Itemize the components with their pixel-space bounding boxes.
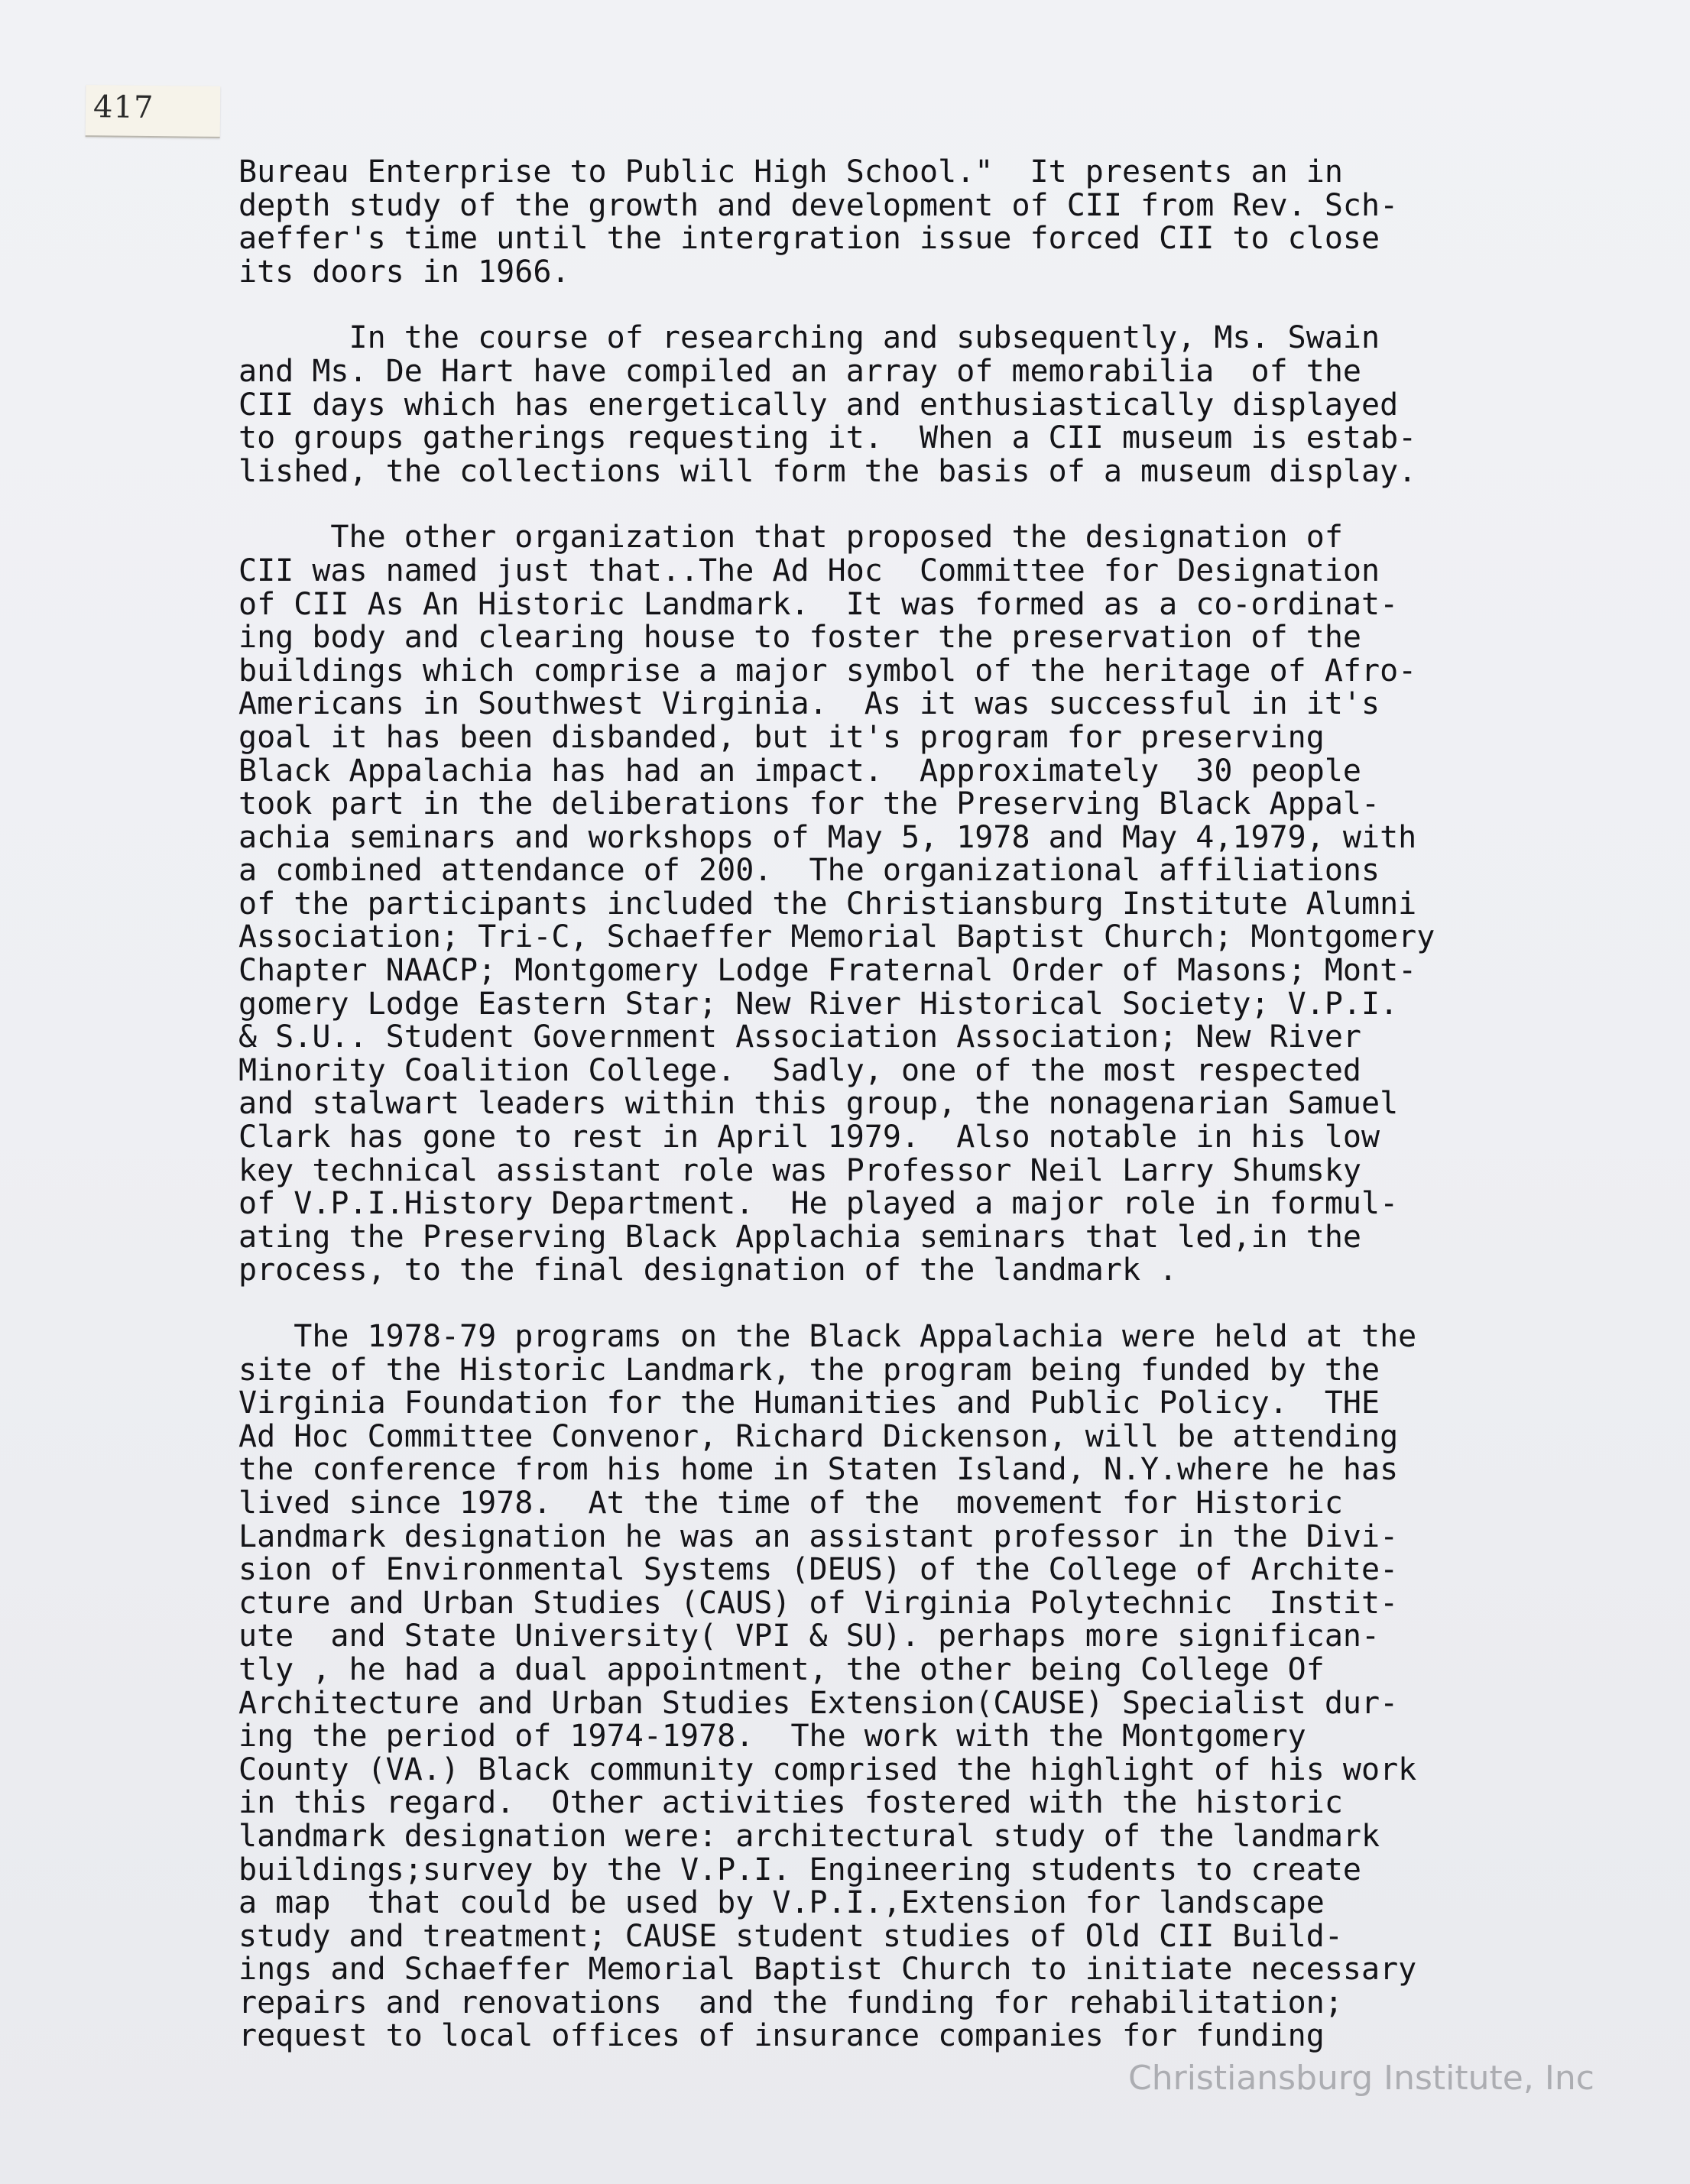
text-line: & S.U.. Student Government Association Association; New River bbox=[238, 1019, 1362, 1055]
text-line: and Ms. De Hart have compiled an array of memorabilia of the bbox=[238, 353, 1362, 389]
text-line: achia seminars and workshops of May 5, 1978 and May 4,1979, with bbox=[238, 819, 1417, 855]
text-line: its doors in 1966. bbox=[238, 254, 570, 290]
text-line: a map that could be used by V.P.I.,Extension for landscape bbox=[238, 1885, 1325, 1921]
text-line: CII was named just that..The Ad Hoc Committee for Designation bbox=[238, 552, 1380, 588]
page-number-label bbox=[86, 85, 221, 138]
paragraph bbox=[238, 156, 1538, 289]
text-line: the conference from his home in Staten Island, N.Y.where he has bbox=[238, 1452, 1399, 1488]
text-line: of CII As An Historic Landmark. It was formed as a co-ordinat- bbox=[238, 586, 1399, 622]
text-line: depth study of the growth and development of CII from Rev. Sch- bbox=[238, 187, 1399, 223]
text-line: Bureau Enterprise to Public High School." It presents an in bbox=[238, 154, 1343, 190]
text-line: Clark has gone to rest in April 1979. Also notable in his low bbox=[238, 1120, 1380, 1155]
text-line: Chapter NAACP; Montgomery Lodge Fraternal Order of Masons; Mont- bbox=[238, 953, 1417, 989]
text-line: and stalwart leaders within this group, the nonagenarian Samuel bbox=[238, 1086, 1399, 1122]
text-line: The 1978-79 programs on the Black Appalachia were held at the bbox=[238, 1319, 1417, 1354]
text-line: goal it has been disbanded, but it's program for preserving bbox=[238, 719, 1325, 755]
text-line: Architecture and Urban Studies Extension(CAUSE) Specialist dur- bbox=[238, 1685, 1399, 1721]
text-line: took part in the deliberations for the Preserving Black Appal- bbox=[238, 786, 1380, 822]
text-line: a combined attendance of 200. The organizational affiliations bbox=[238, 853, 1380, 889]
text-line: to groups gatherings requesting it. When a CII museum is estab- bbox=[238, 420, 1417, 456]
text-line: Association; Tri-C, Schaeffer Memorial Baptist Church; Montgomery bbox=[238, 919, 1435, 955]
text-line: of V.P.I.History Department. He played a major role in formul- bbox=[238, 1186, 1399, 1222]
text-line: ings and Schaeffer Memorial Baptist Church to initiate necessary bbox=[238, 1952, 1417, 1988]
typed-text-body bbox=[238, 156, 1538, 2086]
text-line: In the course of researching and subsequently, Ms. Swain bbox=[238, 320, 1380, 356]
text-line: study and treatment; CAUSE student studies of Old CII Build- bbox=[238, 1918, 1343, 1954]
text-line: sion of Environmental Systems (DEUS) of the College of Archite- bbox=[238, 1552, 1399, 1588]
text-line: key technical assistant role was Professor Neil Larry Shumsky bbox=[238, 1152, 1362, 1188]
text-line: gomery Lodge Eastern Star; New River Historical Society; V.P.I. bbox=[238, 986, 1399, 1022]
text-line: lished, the collections will form the basis of a museum display. bbox=[238, 453, 1417, 489]
text-line: Black Appalachia has had an impact. Approximately 30 people bbox=[238, 753, 1362, 789]
paragraph bbox=[238, 1320, 1538, 2053]
text-line: Minority Coalition College. Sadly, one of the most respected bbox=[238, 1052, 1362, 1088]
text-line: repairs and renovations and the funding for rehabilitation; bbox=[238, 1985, 1343, 2020]
text-line: ing body and clearing house to foster the preservation of the bbox=[238, 620, 1362, 656]
text-line: of the participants included the Christiansburg Institute Alumni bbox=[238, 886, 1417, 922]
text-line: ating the Preserving Black Applachia seminars that led,in the bbox=[238, 1219, 1362, 1255]
paragraph bbox=[238, 521, 1538, 1288]
text-line: aeffer's time until the intergration issue forced CII to close bbox=[238, 221, 1380, 257]
text-line: County (VA.) Black community comprised the highlight of his work bbox=[238, 1751, 1417, 1787]
text-line: buildings which comprise a major symbol of the heritage of Afro- bbox=[238, 653, 1417, 689]
text-line: in this regard. Other activities fostered with the historic bbox=[238, 1785, 1343, 1821]
text-line: landmark designation were: architectural study of the landmark bbox=[238, 1818, 1380, 1854]
text-line: Virginia Foundation for the Humanities and Public Policy. THE bbox=[238, 1385, 1380, 1421]
text-line: Americans in Southwest Virginia. As it was successful in it's bbox=[238, 686, 1380, 722]
text-line: The other organization that proposed the designation of bbox=[238, 520, 1343, 556]
text-line: ute and State University( VPI & SU). perhaps more significan- bbox=[238, 1619, 1380, 1654]
text-line: process, to the final designation of the landmark . bbox=[238, 1252, 1178, 1288]
watermark: Christiansburg Institute, Inc bbox=[1128, 2059, 1594, 2098]
text-line: CII days which has energetically and enthusiastically displayed bbox=[238, 387, 1399, 423]
text-line: lived since 1978. At the time of the movement for Historic bbox=[238, 1485, 1343, 1521]
page-number: 417 bbox=[92, 89, 154, 126]
text-line: cture and Urban Studies (CAUS) of Virginia Polytechnic Instit- bbox=[238, 1585, 1399, 1621]
text-line: ing the period of 1974-1978. The work with the Montgomery bbox=[238, 1719, 1306, 1755]
text-line: site of the Historic Landmark, the program being funded by the bbox=[238, 1352, 1380, 1388]
paragraph bbox=[238, 322, 1538, 488]
text-line: tly , he had a dual appointment, the other being College Of bbox=[238, 1651, 1325, 1687]
text-line: Ad Hoc Committee Convenor, Richard Dickenson, will be attending bbox=[238, 1418, 1399, 1454]
text-line: request to local offices of insurance companies for funding bbox=[238, 2018, 1325, 2054]
text-line: Landmark designation he was an assistant professor in the Divi- bbox=[238, 1518, 1399, 1554]
text-line: buildings;survey by the V.P.I. Engineering students to create bbox=[238, 1852, 1362, 1888]
